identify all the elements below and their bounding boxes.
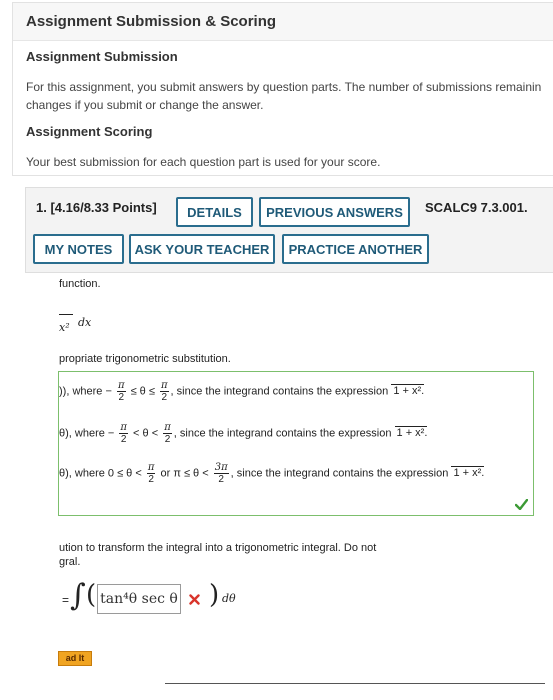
option-2[interactable]: θ), where − $\frac{\pi}{2}$ < θ < $\frac{\pi}{2}$ , since the integrand contains the expression 1 + x².	[59, 422, 428, 445]
fraction-bar	[59, 314, 73, 315]
info-panel-title: Assignment Submission & Scoring	[13, 3, 553, 41]
transform-instruction-line1: ution to transform the integral into a trigonometric integral. Do not	[59, 542, 377, 554]
read-it-button[interactable]: ad It	[58, 651, 92, 666]
divider	[165, 683, 545, 684]
option-3[interactable]: θ), where 0 ≤ θ < $\frac{\pi}{2}$ or π ≤ θ < $\frac{3\pi}{2}$ , since the integrand contains the expression 1 + x².	[59, 462, 485, 485]
my-notes-button[interactable]: MY NOTES	[33, 234, 124, 264]
d-theta: dθ	[222, 592, 236, 605]
practice-another-button[interactable]: PRACTICE ANOTHER	[282, 234, 429, 264]
transform-instruction-line2: gral.	[59, 556, 81, 568]
integral-sign: ∫	[70, 578, 86, 613]
close-paren: )	[209, 580, 220, 610]
incorrect-x-icon	[189, 594, 200, 605]
previous-answers-button[interactable]: PREVIOUS ANSWERS	[259, 197, 410, 227]
answer-input[interactable]: tan⁴θ sec θ	[97, 584, 181, 614]
details-button[interactable]: DETAILS	[176, 197, 253, 227]
question-number-points: 1. [4.16/8.33 Points]	[36, 200, 157, 215]
submission-heading: Assignment Submission	[26, 49, 178, 64]
scoring-text: Your best submission for each question part is used for your score.	[26, 155, 381, 169]
integral-dx: dx	[78, 316, 92, 329]
scoring-heading: Assignment Scoring	[26, 124, 153, 139]
question-header-panel	[25, 187, 553, 273]
check-icon	[515, 499, 528, 510]
submission-text-line1: For this assignment, you submit answers by question parts. The number of submissions remainin	[26, 80, 542, 94]
substitution-prompt: propriate trigonometric substitution.	[59, 353, 231, 365]
option-1[interactable]: )), where − $\frac{\pi}{2}$ ≤ θ ≤ $\frac{\pi}{2}$ , since the integrand contains the expression 1 + x².	[59, 380, 425, 403]
question-code: SCALC9 7.3.001.	[425, 200, 528, 215]
assignment-info-panel	[12, 2, 553, 176]
substitution-options-box	[58, 371, 534, 516]
open-paren: (	[86, 580, 97, 610]
equals-sign: =	[62, 593, 70, 607]
integral-denominator: x²	[59, 321, 70, 334]
function-text: function.	[59, 278, 101, 290]
ask-your-teacher-button[interactable]: ASK YOUR TEACHER	[129, 234, 275, 264]
submission-text-line2: changes if you submit or change the answer.	[26, 98, 264, 112]
